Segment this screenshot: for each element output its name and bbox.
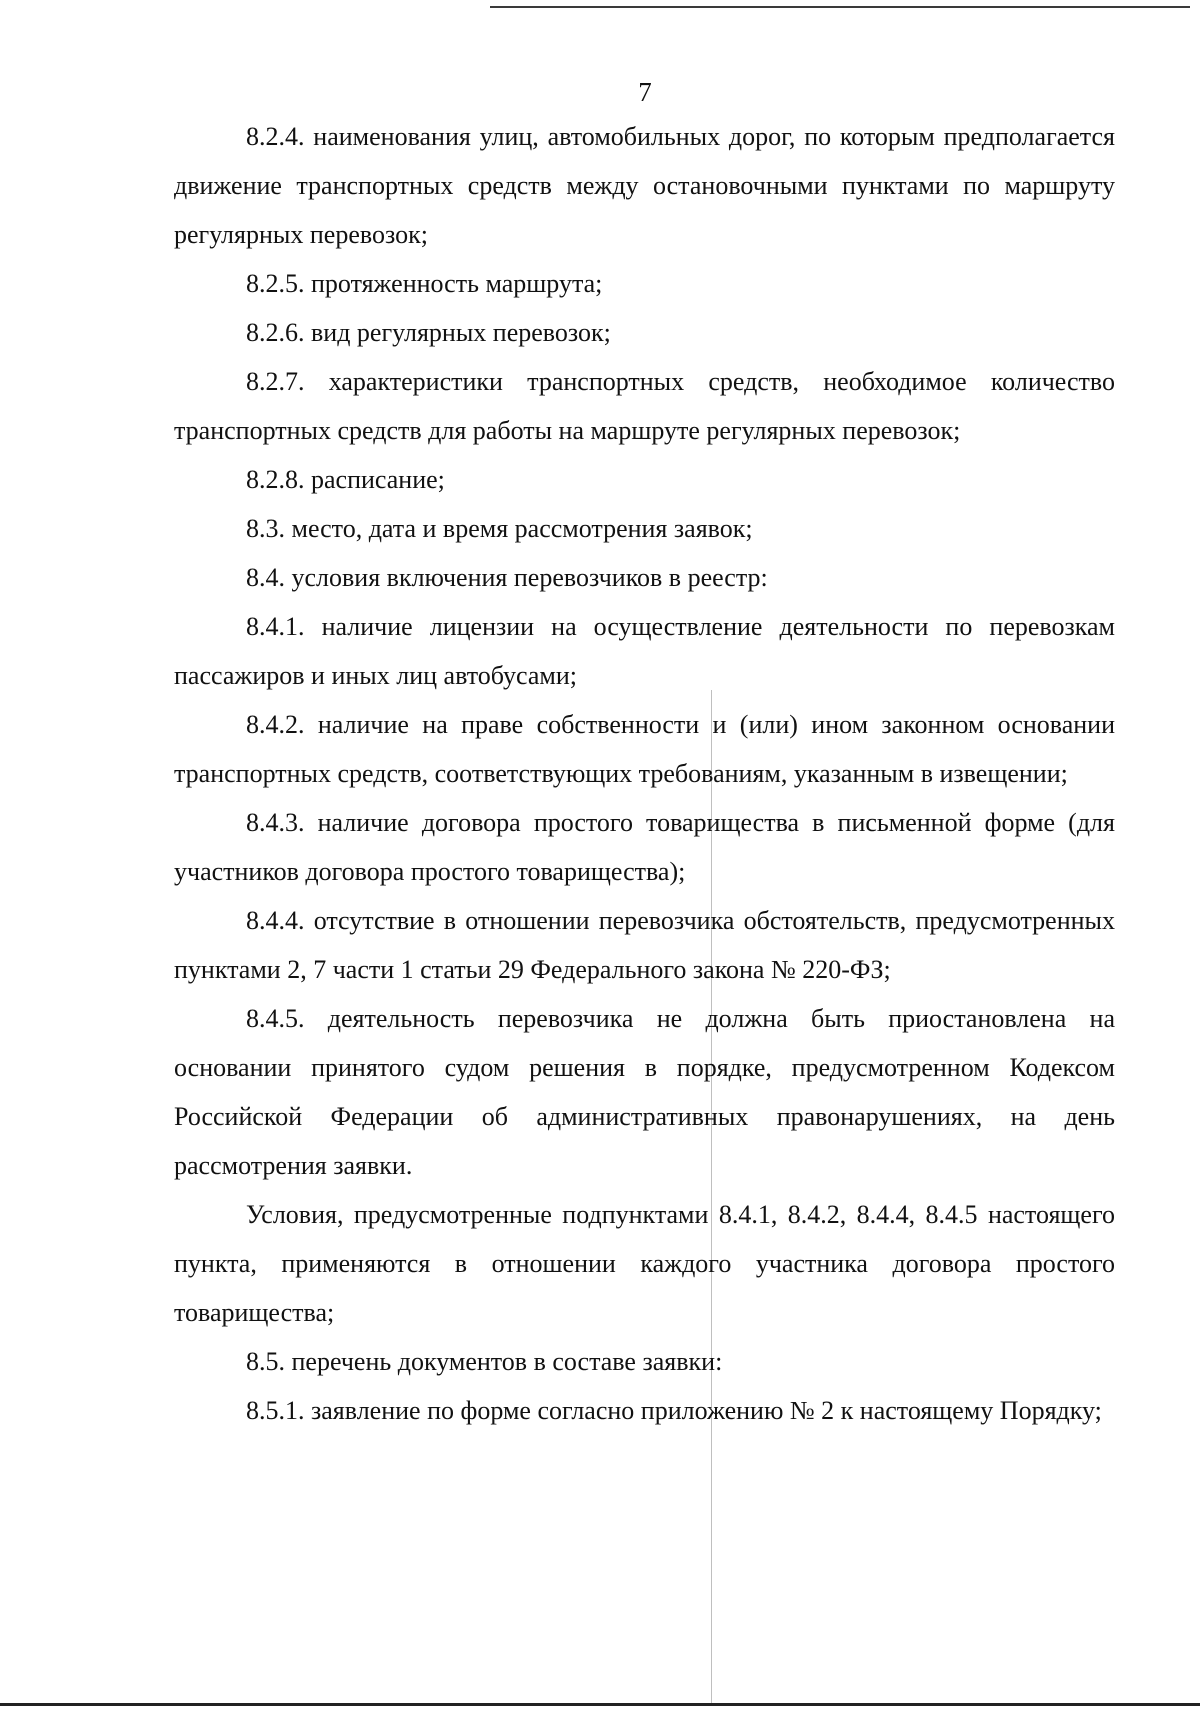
paragraph-8-4: 8.4. условия включения перевозчиков в реестр: — [246, 563, 768, 592]
paragraph-8-2-4: 8.2.4. наименования улиц, автомобильных дорог, по которым предполагается движение транспортных средств между остановочными пунктами по маршруту регулярных перевозок; — [174, 122, 1115, 249]
paragraph-8-4-2: 8.4.2. наличие на праве собственности и (или) ином законном основании транспортных средств, соответствующих требованиям, указанным в извещении; — [174, 710, 1115, 788]
paragraph-8-4-1: 8.4.1. наличие лицензии на осуществление деятельности по перевозкам пассажиров и иных лиц автобусами; — [174, 612, 1115, 690]
paragraph-8-2-5: 8.2.5. протяженность маршрута; — [246, 269, 603, 298]
paragraph-8-4-4: 8.4.4. отсутствие в отношении перевозчика обстоятельств, предусмотренных пунктами 2, 7 части 1 статьи 29 Федерального закона № 220-ФЗ; — [174, 906, 1115, 984]
paragraph-8-2-8: 8.2.8. расписание; — [246, 465, 445, 494]
bottom-edge-line — [0, 1703, 1200, 1706]
top-edge-line — [490, 6, 1190, 8]
paragraph-8-5: 8.5. перечень документов в составе заявки: — [246, 1347, 723, 1376]
document-body — [174, 112, 1115, 1435]
paragraph-conditions: Условия, предусмотренные подпунктами 8.4.1, 8.4.2, 8.4.4, 8.4.5 настоящего пункта, применяются в отношении каждого участника договора простого товарищества; — [174, 1200, 1115, 1327]
paragraph-8-4-3: 8.4.3. наличие договора простого товарищества в письменной форме (для участников договора простого товарищества); — [174, 808, 1115, 886]
page-number: 7 — [638, 77, 652, 107]
paragraph-8-3: 8.3. место, дата и время рассмотрения заявок; — [246, 514, 753, 543]
paragraph-8-2-6: 8.2.6. вид регулярных перевозок; — [246, 318, 611, 347]
paragraph-8-2-7: 8.2.7. характеристики транспортных средств, необходимое количество транспортных средств для работы на маршруте регулярных перевозок; — [174, 367, 1115, 445]
paragraph-8-5-1: 8.5.1. заявление по форме согласно приложению № 2 к настоящему Порядку; — [246, 1396, 1102, 1425]
paragraph-8-4-5: 8.4.5. деятельность перевозчика не должна быть приостановлена на основании принятого судом решения в порядке, предусмотренном Кодексом Российской Федерации об административных правонарушениях, на день рассмотрения заявки. — [174, 1004, 1115, 1180]
